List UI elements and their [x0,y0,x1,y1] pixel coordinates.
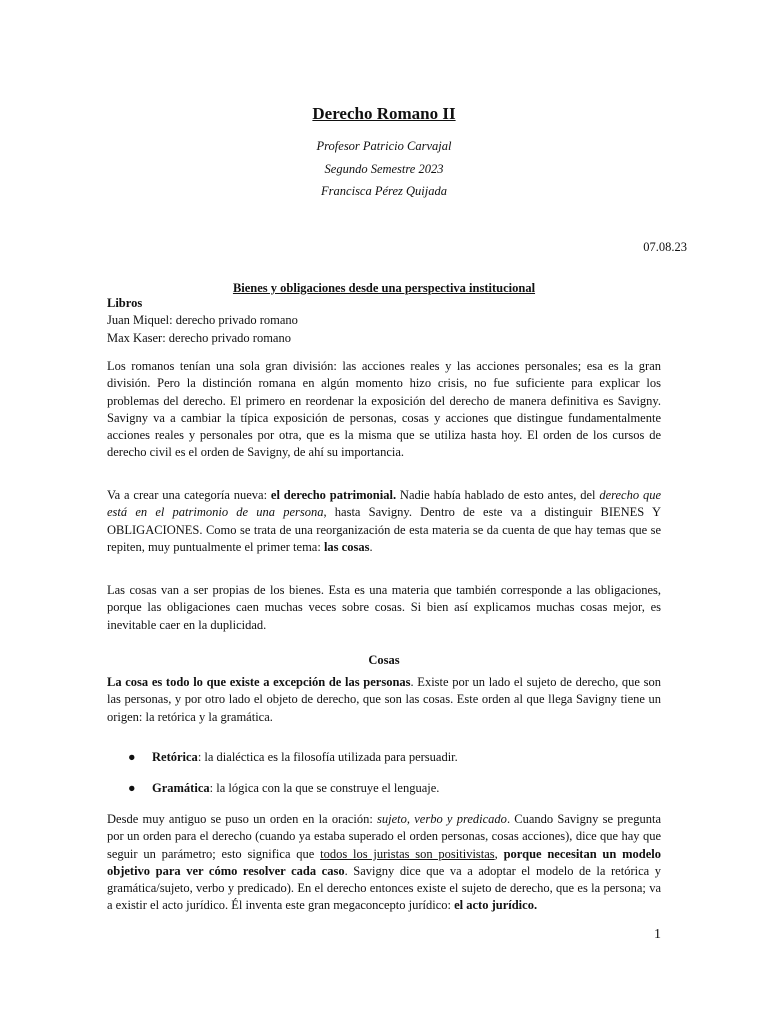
bold-span: La cosa es todo lo que existe a excepción de las personas [107,675,411,689]
section-heading-cosas: Cosas [368,653,400,667]
bullet-text: : la lógica con la que se construye el lenguaje. [209,781,440,795]
paragraph-cosa-definicion [107,674,661,726]
books-label: Libros [107,296,143,310]
text-span: , [494,846,504,861]
text-span: . [369,539,373,554]
bold-span: el acto jurídico. [454,898,538,913]
bullet-icon: ● [128,781,136,795]
paragraph-derecho-patrimonial [107,487,661,556]
paragraph-cosas-bienes: Las cosas van a ser propias de los bienes. Esta es una materia que también corresponde a las obligaciones, porque las obligaciones caen muchas veces sobre cosas. Si bien así explicamos muchas cosas mejor, es inevitable caer en la duplicidad. [107,583,661,632]
bold-span: las cosas [323,539,370,554]
text-span: Desde muy antiguo se puso un orden en la oración: [107,812,378,826]
bullet-icon: ● [128,750,136,764]
bullet-text: : la dialéctica es la filosofía utilizada para persuadir. [197,750,458,764]
paragraph-romanos: Los romanos tenían una sola gran división: las acciones reales y las acciones personales; esa es la gran división. Pero la distinción romana en algún momento hizo crisis, no fue suficiente para explicar los problemas del derecho. El primero en reordenar la exposición del derecho de manera definitiva es Savigny. Savigny va a cambiar la típica exposición de personas, cosas y acciones que distingue fundamentalmente acciones reales y personales por otra, que es la misma que se utiliza hasta hoy. El orden de los cursos de derecho civil es el orden de Savigny, de ahí su importancia. [107,359,661,460]
page-number: 1 [654,927,661,942]
bullet-term: Retórica [152,750,198,764]
italic-span: sujeto, verbo y predicado [377,812,507,826]
text-span: Nadie había hablado de esto antes, del [396,488,600,502]
italic-span: derecho que está en el patrimonio de una persona [107,488,661,520]
author-line: Francisca Pérez Quijada [321,184,447,198]
section-heading-bienes: Bienes y obligaciones desde una perspectiva institucional [232,281,536,295]
text-span: . Existe por un lado el sujeto de derecho, que son las personas, y por otro lado el objeto de derecho, que son las cosas. Este orden al que llega Savigny tiene un origen: la retórica y la gramática. [107,675,661,724]
document-title: Derecho Romano II [312,104,456,123]
text-span: Va a crear una categoría nueva: [107,488,271,502]
text-span: , hasta Savigny. Dentro de este va a distinguir BIENES Y OBLIGACIONES. Como se trata de una reorganización de esta materia se da cuenta de que hay temas que se repiten, muy puntualmente el primer tema: [107,505,661,554]
text-span: . Savigny dice que va a adoptar el modelo de la retórica y gramática/sujeto, verbo y predicado). En el derecho entonces existe el sujeto de derecho, que es la persona; va a existir el acto jurídico. Él inventa este gran megaconcepto jurídico: [107,863,662,913]
book-item: Juan Miquel: derecho privado romano [107,313,298,328]
books-block [107,295,661,347]
document-date: 07.08.23 [643,240,687,254]
paragraph-orden-oracion [107,811,661,915]
book-item: Max Kaser: derecho privado romano [107,330,291,345]
underline-span: todos los juristas son positivistas [320,846,495,861]
text-span: . Cuando Savigny se pregunta por un orden para el derecho (cuando ya estaba superado el orden personas, cosas acciones), dice que hay que seguir un parámetro; esto significa que [107,812,661,861]
professor-line: Profesor Patricio Carvajal [316,139,452,153]
bold-span: el derecho patrimonial. [270,488,397,502]
bullet-term: Gramática [152,781,210,795]
bold-span: porque necesitan un modelo objetivo para ver cómo resolver cada caso [107,846,662,878]
semester-line: Segundo Semestre 2023 [324,162,444,176]
